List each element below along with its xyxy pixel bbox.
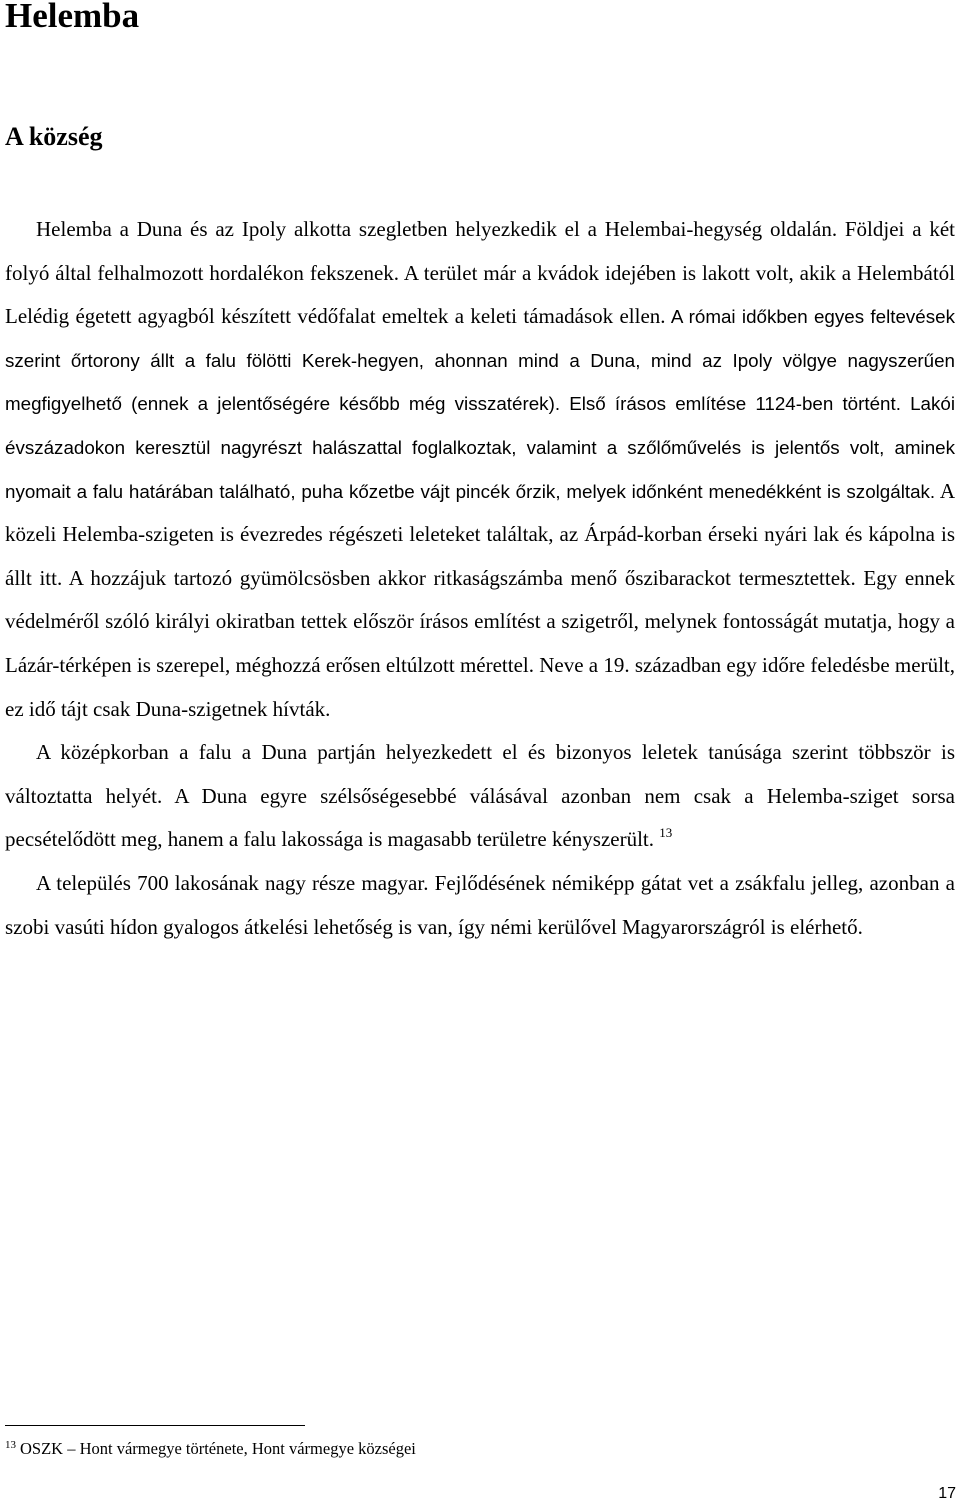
footnote-separator — [5, 1425, 305, 1426]
footnote-reference[interactable]: 13 — [659, 825, 673, 841]
footnote-number: 13 — [5, 1439, 16, 1451]
document-title: Helemba — [5, 0, 140, 35]
footnote-text: OSZK – Hont vármegye története, Hont vármegye községei — [20, 1439, 416, 1458]
paragraph-history-part-1: Helemba a Duna és az Ipoly alkotta szegletben helyezkedik el a Helembai-hegység oldalán. Földjei a két folyó által felhalmozott hordalékon fekszenek. A terület már a kvádok idejében is lakott volt, akik a Helembától Lelédig égetett agyagból készített védőfalat emeltek a keleti támadások ellen. — [5, 217, 955, 329]
footnote — [5, 1436, 905, 1462]
paragraph-population — [5, 862, 955, 949]
paragraph-middle-ages-text: A középkorban a falu a Duna partján helyezkedett el és bizonyos leletek tanúsága szerint többször is változtatta helyét. A Duna egyre szélsőségesebbé válásával azonban nem csak a Helemba-sziget sorsa pecsételődött meg, hanem a falu lakossága is magasabb területre kényszerült. — [5, 740, 955, 852]
body-text — [5, 208, 955, 949]
paragraph-history — [5, 208, 955, 731]
page-number: 17 — [938, 1485, 956, 1502]
paragraph-history-part-2: A római időkben egyes feltevések szerint őrtorony állt a falu fölötti Kerek-hegyen, ahonnan mind a Duna, mind az Ipoly völgye nagyszerűen megfigyelhető (ennek a jelentőségére később még visszatérek). Első írásos említése 1124-ben történt. Lakói évszázadokon keresztül nagyrészt halászattal foglalkoztak, valamint a szőlőművelés is jelentős volt, aminek nyomait a falu határában található, puha kőzetbe vájt pincék őrzik, melyek időnként menedékként is szolgáltak. — [5, 306, 955, 502]
paragraph-population-text: A település 700 lakosának nagy része magyar. Fejlődésének némiképp gátat vet a zsákfalu jelleg, azonban a szobi vasúti hídon gyalogos átkelési lehetőség is van, így némi kerülővel Magyarországról is elérhető. — [5, 870, 955, 939]
section-heading: A község — [5, 122, 103, 151]
paragraph-history-part-3: A közeli Helemba-szigeten is évezredes régészeti leleteket találtak, az Árpád-korban érseki nyári lak és kápolna is állt itt. A hozzájuk tartozó gyümölcsösben akkor ritkaságszámba menő őszibarackot termesztettek. Egy ennek védelméről szóló királyi okiratban tettek először írásos említést a szigetről, melynek fontosságát mutatja, hogy a Lázár-térképen is szerepel, méghozzá erősen eltúlzott mérettel. Neve a 19. században egy időre feledésbe merült, ez idő tájt csak Duna-szigetnek hívták. — [5, 478, 956, 721]
paragraph-middle-ages — [5, 731, 955, 862]
